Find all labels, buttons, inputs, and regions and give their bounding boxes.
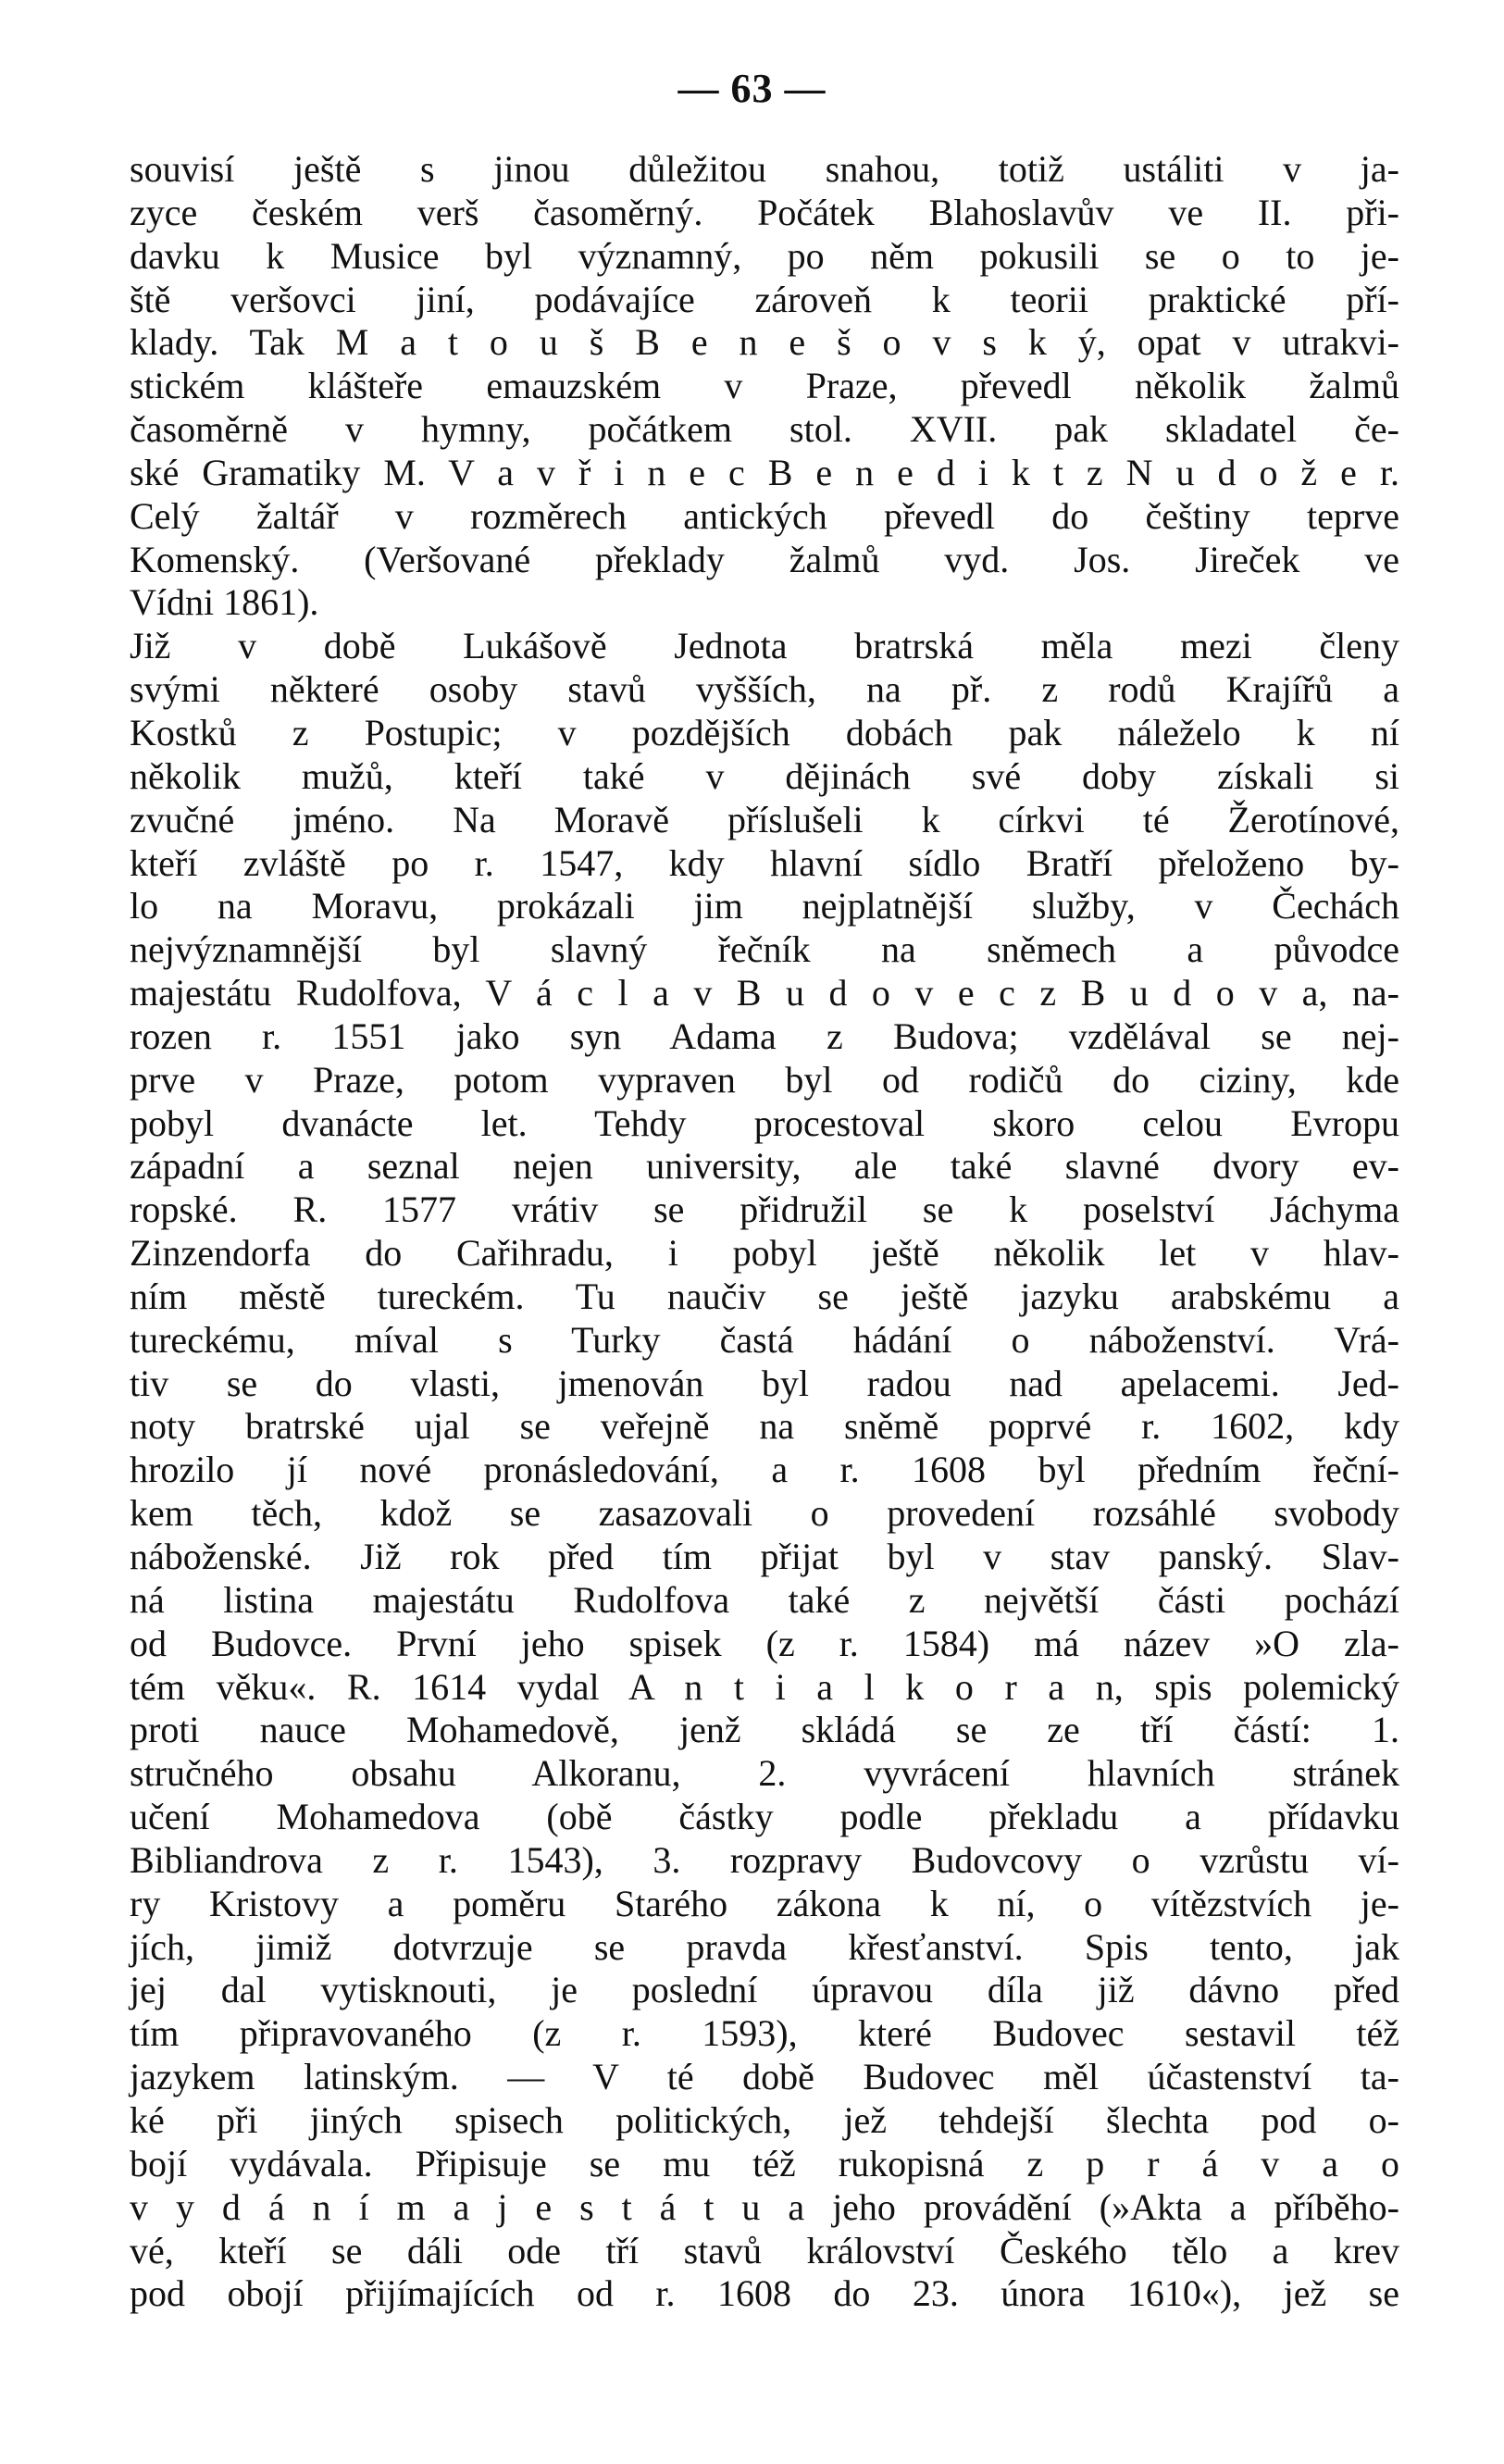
text-line: kteří zvláště po r. 1547, kdy hlavní sídlo Bratří přeloženo by- bbox=[130, 841, 1399, 884]
text-line: hrozilo jí nové pronásledování, a r. 1608 byl předním řeční- bbox=[130, 1449, 1399, 1491]
text-line: davku k Musice byl významný, po něm pokusili se o to je- bbox=[130, 234, 1399, 277]
text-line: učení Mohamedova (obě částky podle překladu a přídavku bbox=[130, 1796, 1399, 1838]
text-line: noty bratrské ujal se veřejně na sněmě poprvé r. 1602, kdy bbox=[130, 1405, 1399, 1448]
text-line: Komenský. (Veršované překlady žalmů vyd. Jos. Jireček ve bbox=[130, 538, 1399, 580]
text-line: vé, kteří se dáli ode tří stavů království Českého tělo a krev bbox=[130, 2229, 1399, 2271]
text-line: rozen r. 1551 jako syn Adama z Budova; vzdělával se nej- bbox=[130, 1014, 1399, 1057]
text-line: tím připravovaného (z r. 1593), které Budovec sestavil též bbox=[130, 2012, 1399, 2055]
text-line: pobyl dvanácte let. Tehdy procestoval skoro celou Evropu bbox=[130, 1101, 1399, 1144]
text-line: ské Gramatiky M. V a v ř i n e c B e n e d i k t z N u d o ž e r. bbox=[130, 451, 1399, 493]
text-line: tureckému, míval s Turky častá hádání o náboženství. Vrá- bbox=[130, 1318, 1399, 1361]
text-line: v y d á n í m a j e s t á t u a jeho provádění (»Akta a příběho- bbox=[130, 2185, 1399, 2228]
text-line: stručného obsahu Alkoranu, 2. vyvrácení hlavních stránek bbox=[130, 1752, 1399, 1795]
text-line: Kostků z Postupic; v pozdějších dobách pak náleželo k ní bbox=[130, 711, 1399, 753]
page-number: — 63 — bbox=[677, 66, 827, 111]
text-line: Vídni 1861). bbox=[130, 581, 319, 624]
text-line: tiv se do vlasti, jmenován byl radou nad apelacemi. Jed- bbox=[130, 1362, 1399, 1404]
text-line: ropské. R. 1577 vrátiv se přidružil se k poselství Jáchyma bbox=[130, 1188, 1399, 1231]
text-line: zvučné jméno. Na Moravě příslušeli k církvi té Žerotínové, bbox=[130, 798, 1399, 840]
text-line: Celý žaltář v rozměrech antických převedl do češtiny teprve bbox=[130, 494, 1399, 537]
text-line: jej dal vytisknouti, je poslední úpravou díla již dávno před bbox=[130, 1969, 1399, 2011]
body-text bbox=[130, 148, 1399, 2316]
text-line: tém věku«. R. 1614 vydal A n t i a l k o r a n, spis polemický bbox=[130, 1665, 1399, 1708]
text-line: bojí vydávala. Připisuje se mu též rukopisná z p r á v a o bbox=[130, 2142, 1399, 2184]
text-line: Již v době Lukášově Jednota bratrská měla mezi členy bbox=[130, 625, 1399, 667]
text-line: ná listina majestátu Rudolfova také z největší části pochází bbox=[130, 1578, 1399, 1621]
text-line: jazykem latinským. — V té době Budovec měl účastenství ta- bbox=[130, 2056, 1399, 2098]
text-line: zyce českém verš časoměrný. Počátek Blahoslavův ve II. při- bbox=[130, 191, 1399, 233]
text-line: souvisí ještě s jinou důležitou snahou, totiž ustáliti v ja- bbox=[130, 148, 1399, 190]
text-line: od Budovce. První jeho spisek (z r. 1584) má název »O zla- bbox=[130, 1622, 1399, 1664]
text-line: pod obojí přijímajících od r. 1608 do 23. února 1610«), jež se bbox=[130, 2272, 1399, 2315]
text-line: časoměrně v hymny, počátkem stol. XVII. pak skladatel če- bbox=[130, 408, 1399, 451]
text-line: kem těch, kdož se zasazovali o provedení rozsáhlé svobody bbox=[130, 1492, 1399, 1535]
text-line: ry Kristovy a poměru Starého zákona k ní, o vítězstvích je- bbox=[130, 1882, 1399, 1924]
text-line: ké při jiných spisech politických, jež tehdejší šlechta pod o- bbox=[130, 2098, 1399, 2141]
text-line: lo na Moravu, prokázali jim nejplatnější služby, v Čechách bbox=[130, 885, 1399, 927]
text-line: ním městě tureckém. Tu naučiv se ještě jazyku arabskému a bbox=[130, 1275, 1399, 1317]
text-line: stickém klášteře emauzském v Praze, převedl několik žalmů bbox=[130, 365, 1399, 407]
text-line: západní a seznal nejen university, ale také slavné dvory ev- bbox=[130, 1145, 1399, 1188]
text-line: svými některé osoby stavů vyšších, na př. z rodů Krajířů a bbox=[130, 668, 1399, 711]
text-line: ště veršovci jiní, podávajíce zároveň k teorii praktické pří- bbox=[130, 278, 1399, 320]
text-line: majestátu Rudolfova, V á c l a v B u d o v e c z B u d o v a, na- bbox=[130, 972, 1399, 1014]
text-line: prve v Praze, potom vypraven byl od rodičů do ciziny, kde bbox=[130, 1058, 1399, 1101]
text-line: proti nauce Mohamedově, jenž skládá se ze tří částí: 1. bbox=[130, 1709, 1399, 1751]
text-line: jích, jimiž dotvrzuje se pravda křesťanství. Spis tento, jak bbox=[130, 1925, 1399, 1968]
text-line: nejvýznamnější byl slavný řečník na sněmech a původce bbox=[130, 928, 1399, 971]
text-line: Bibliandrova z r. 1543), 3. rozpravy Budovcovy o vzrůstu ví- bbox=[130, 1838, 1399, 1881]
text-line: náboženské. Již rok před tím přijat byl v stav panský. Slav- bbox=[130, 1536, 1399, 1577]
text-line: klady. Tak M a t o u š B e n e š o v s k ý, opat v utrakvi- bbox=[130, 321, 1399, 364]
text-line: několik mužů, kteří také v dějinách své doby získali si bbox=[130, 754, 1399, 797]
text-line: Zinzendorfa do Cařihradu, i pobyl ještě několik let v hlav- bbox=[130, 1232, 1399, 1275]
